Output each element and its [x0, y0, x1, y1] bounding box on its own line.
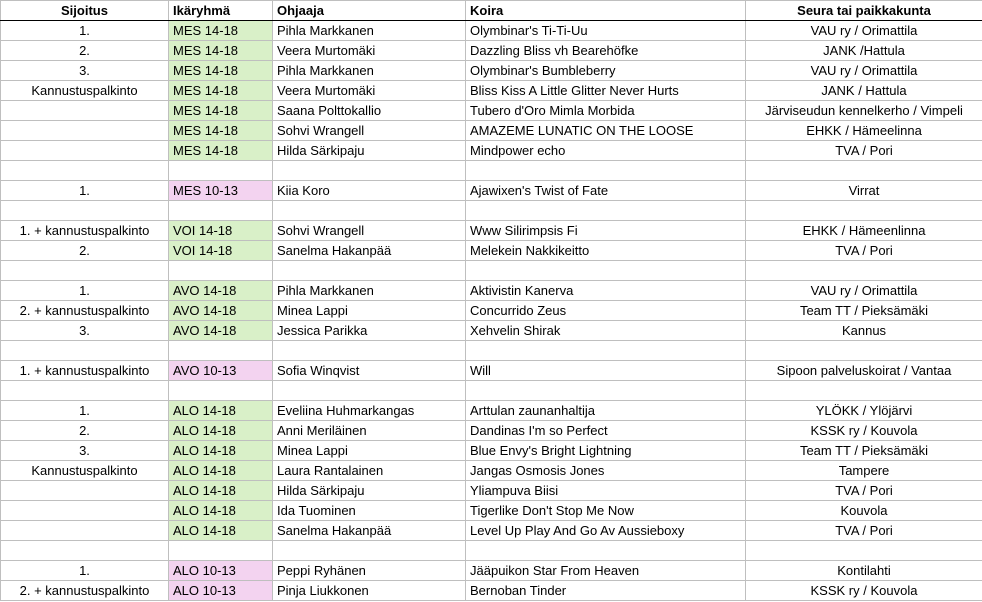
cell-ikaryhma[interactable]: MES 14-18 [169, 81, 273, 101]
cell-seura[interactable]: Järviseudun kennelkerho / Vimpeli [746, 101, 982, 121]
cell-koira[interactable]: Xehvelin Shirak [466, 321, 746, 341]
cell-seura[interactable]: VAU ry / Orimattila [746, 281, 982, 301]
table-row [1, 61, 982, 81]
cell-ohjaaja[interactable]: Sanelma Hakanpää [273, 241, 466, 261]
cell-sijoitus[interactable]: 1. + kannustuspalkinto [1, 221, 169, 241]
cell-sijoitus[interactable] [1, 521, 169, 541]
cell-sijoitus[interactable]: 2. [1, 41, 169, 61]
header-seura[interactable]: Seura tai paikkakunta [746, 1, 982, 21]
cell-koira[interactable] [466, 201, 746, 221]
cell-koira[interactable]: Will [466, 361, 746, 381]
table-row [1, 321, 982, 341]
cell-ikaryhma[interactable]: MES 14-18 [169, 121, 273, 141]
cell-ohjaaja[interactable]: Sohvi Wrangell [273, 121, 466, 141]
cell-sijoitus[interactable]: 3. [1, 441, 169, 461]
cell-seura[interactable]: YLÖKK / Ylöjärvi [746, 401, 982, 421]
cell-koira[interactable]: Mindpower echo [466, 141, 746, 161]
table-row [1, 21, 982, 41]
cell-koira[interactable]: Yliampuva Biisi [466, 481, 746, 501]
cell-ohjaaja[interactable]: Hilda Särkipaju [273, 481, 466, 501]
cell-ikaryhma[interactable] [169, 341, 273, 361]
cell-ohjaaja[interactable] [273, 341, 466, 361]
cell-ikaryhma[interactable]: ALO 14-18 [169, 461, 273, 481]
cell-koira[interactable]: Jangas Osmosis Jones [466, 461, 746, 481]
cell-ikaryhma[interactable]: ALO 14-18 [169, 441, 273, 461]
table-row [1, 121, 982, 141]
cell-seura[interactable]: VAU ry / Orimattila [746, 21, 982, 41]
cell-seura[interactable]: Kannus [746, 321, 982, 341]
cell-koira[interactable]: Dazzling Bliss vh Bearehöfke [466, 41, 746, 61]
cell-koira[interactable]: Melekein Nakkikeitto [466, 241, 746, 261]
cell-koira[interactable]: Jääpuikon Star From Heaven [466, 561, 746, 581]
cell-sijoitus[interactable]: 1. + kannustuspalkinto [1, 361, 169, 381]
cell-ikaryhma[interactable]: MES 10-13 [169, 181, 273, 201]
cell-ikaryhma[interactable]: ALO 14-18 [169, 401, 273, 421]
cell-seura[interactable] [746, 541, 982, 561]
cell-ohjaaja[interactable]: Jessica Parikka [273, 321, 466, 341]
cell-sijoitus[interactable]: 2. [1, 241, 169, 261]
cell-ikaryhma[interactable]: MES 14-18 [169, 141, 273, 161]
cell-ohjaaja[interactable]: Veera Murtomäki [273, 41, 466, 61]
cell-ohjaaja[interactable]: Kiia Koro [273, 181, 466, 201]
cell-seura[interactable]: KSSK ry / Kouvola [746, 581, 982, 601]
cell-koira[interactable]: Olymbinar's Ti-Ti-Uu [466, 21, 746, 41]
table-row [1, 261, 982, 281]
table-row [1, 141, 982, 161]
cell-seura[interactable]: Tampere [746, 461, 982, 481]
table-row [1, 361, 982, 381]
cell-koira[interactable]: Bliss Kiss A Little Glitter Never Hurts [466, 81, 746, 101]
table-row [1, 561, 982, 581]
cell-ohjaaja[interactable] [273, 541, 466, 561]
cell-koira[interactable]: Aktivistin Kanerva [466, 281, 746, 301]
cell-koira[interactable]: Level Up Play And Go Av Aussieboxy [466, 521, 746, 541]
cell-koira[interactable]: Dandinas I'm so Perfect [466, 421, 746, 441]
cell-ohjaaja[interactable]: Saana Polttokallio [273, 101, 466, 121]
cell-ohjaaja[interactable]: Sofia Winqvist [273, 361, 466, 381]
cell-sijoitus[interactable] [1, 381, 169, 401]
cell-sijoitus[interactable]: 1. [1, 401, 169, 421]
header-ikaryhma[interactable]: Ikäryhmä [169, 1, 273, 21]
table-row [1, 421, 982, 441]
cell-ohjaaja[interactable]: Pihla Markkanen [273, 21, 466, 41]
cell-ikaryhma[interactable]: ALO 14-18 [169, 481, 273, 501]
cell-ikaryhma[interactable]: AVO 10-13 [169, 361, 273, 381]
cell-sijoitus[interactable] [1, 481, 169, 501]
header-ohjaaja[interactable]: Ohjaaja [273, 1, 466, 21]
cell-seura[interactable]: Kouvola [746, 501, 982, 521]
cell-ikaryhma[interactable]: VOI 14-18 [169, 241, 273, 261]
cell-ohjaaja[interactable]: Hilda Särkipaju [273, 141, 466, 161]
table-row [1, 541, 982, 561]
cell-seura[interactable]: Team TT / Pieksämäki [746, 301, 982, 321]
cell-sijoitus[interactable] [1, 501, 169, 521]
cell-ikaryhma[interactable]: ALO 10-13 [169, 581, 273, 601]
cell-ikaryhma[interactable]: MES 14-18 [169, 21, 273, 41]
table-row [1, 241, 982, 261]
cell-koira[interactable] [466, 541, 746, 561]
cell-sijoitus[interactable]: 1. [1, 181, 169, 201]
cell-sijoitus[interactable]: 1. [1, 21, 169, 41]
cell-ohjaaja[interactable]: Sohvi Wrangell [273, 221, 466, 241]
cell-seura[interactable]: Team TT / Pieksämäki [746, 441, 982, 461]
cell-sijoitus[interactable]: 3. [1, 321, 169, 341]
table-row [1, 461, 982, 481]
cell-ohjaaja[interactable]: Laura Rantalainen [273, 461, 466, 481]
table-row [1, 161, 982, 181]
cell-seura[interactable]: JANK / Hattula [746, 81, 982, 101]
cell-sijoitus[interactable] [1, 121, 169, 141]
cell-koira[interactable] [466, 261, 746, 281]
cell-seura[interactable]: Kontilahti [746, 561, 982, 581]
cell-ikaryhma[interactable] [169, 161, 273, 181]
cell-ohjaaja[interactable]: Pihla Markkanen [273, 281, 466, 301]
cell-sijoitus[interactable] [1, 101, 169, 121]
cell-seura[interactable]: TVA / Pori [746, 141, 982, 161]
cell-koira[interactable]: Www Silirimpsis Fi [466, 221, 746, 241]
cell-koira[interactable] [466, 341, 746, 361]
table-row [1, 221, 982, 241]
table-row [1, 481, 982, 501]
cell-ikaryhma[interactable] [169, 541, 273, 561]
cell-ikaryhma[interactable]: AVO 14-18 [169, 321, 273, 341]
cell-ikaryhma[interactable] [169, 261, 273, 281]
table-row [1, 101, 982, 121]
cell-sijoitus[interactable]: Kannustuspalkinto [1, 81, 169, 101]
cell-seura[interactable]: TVA / Pori [746, 241, 982, 261]
cell-koira[interactable]: Ajawixen's Twist of Fate [466, 181, 746, 201]
cell-koira[interactable]: Concurrido Zeus [466, 301, 746, 321]
table-row [1, 181, 982, 201]
cell-ikaryhma[interactable]: ALO 14-18 [169, 501, 273, 521]
cell-seura[interactable]: TVA / Pori [746, 481, 982, 501]
cell-koira[interactable]: Olymbinar's Bumbleberry [466, 61, 746, 81]
cell-ohjaaja[interactable]: Veera Murtomäki [273, 81, 466, 101]
cell-ikaryhma[interactable]: AVO 14-18 [169, 301, 273, 321]
cell-ikaryhma[interactable]: MES 14-18 [169, 101, 273, 121]
cell-seura[interactable]: Sipoon palveluskoirat / Vantaa [746, 361, 982, 381]
cell-ohjaaja[interactable] [273, 381, 466, 401]
table-row [1, 441, 982, 461]
cell-ohjaaja[interactable]: Peppi Ryhänen [273, 561, 466, 581]
cell-ikaryhma[interactable]: AVO 14-18 [169, 281, 273, 301]
table-row [1, 581, 982, 601]
cell-seura[interactable]: EHKK / Hämeelinna [746, 121, 982, 141]
cell-seura[interactable]: KSSK ry / Kouvola [746, 421, 982, 441]
cell-koira[interactable]: Blue Envy's Bright Lightning [466, 441, 746, 461]
cell-sijoitus[interactable] [1, 201, 169, 221]
cell-ohjaaja[interactable]: Eveliina Huhmarkangas [273, 401, 466, 421]
cell-sijoitus[interactable] [1, 161, 169, 181]
cell-ohjaaja[interactable]: Minea Lappi [273, 441, 466, 461]
cell-sijoitus[interactable]: 2. + kannustuspalkinto [1, 301, 169, 321]
cell-seura[interactable]: EHKK / Hämeenlinna [746, 221, 982, 241]
cell-ikaryhma[interactable]: VOI 14-18 [169, 221, 273, 241]
table-row [1, 501, 982, 521]
cell-sijoitus[interactable] [1, 341, 169, 361]
table-row [1, 381, 982, 401]
cell-ikaryhma[interactable]: ALO 14-18 [169, 421, 273, 441]
cell-sijoitus[interactable]: 2. [1, 421, 169, 441]
cell-ohjaaja[interactable]: Minea Lappi [273, 301, 466, 321]
table-row [1, 301, 982, 321]
cell-sijoitus[interactable]: 1. [1, 561, 169, 581]
cell-sijoitus[interactable] [1, 541, 169, 561]
cell-koira[interactable]: Tigerlike Don't Stop Me Now [466, 501, 746, 521]
cell-ohjaaja[interactable]: Ida Tuominen [273, 501, 466, 521]
cell-ohjaaja[interactable]: Pinja Liukkonen [273, 581, 466, 601]
table-row [1, 201, 982, 221]
cell-ohjaaja[interactable] [273, 261, 466, 281]
header-row [1, 1, 982, 21]
table-row [1, 341, 982, 361]
cell-koira[interactable]: Arttulan zaunanhaltija [466, 401, 746, 421]
cell-sijoitus[interactable] [1, 141, 169, 161]
cell-koira[interactable] [466, 381, 746, 401]
header-sijoitus[interactable]: Sijoitus [1, 1, 169, 21]
table-row [1, 81, 982, 101]
cell-ikaryhma[interactable]: ALO 14-18 [169, 521, 273, 541]
cell-ohjaaja[interactable]: Sanelma Hakanpää [273, 521, 466, 541]
cell-ikaryhma[interactable]: ALO 10-13 [169, 561, 273, 581]
cell-ohjaaja[interactable]: Anni Meriläinen [273, 421, 466, 441]
cell-seura[interactable] [746, 341, 982, 361]
cell-sijoitus[interactable]: Kannustuspalkinto [1, 461, 169, 481]
cell-seura[interactable] [746, 261, 982, 281]
cell-sijoitus[interactable]: 2. + kannustuspalkinto [1, 581, 169, 601]
cell-koira[interactable] [466, 161, 746, 181]
cell-sijoitus[interactable]: 3. [1, 61, 169, 81]
cell-koira[interactable]: AMAZEME LUNATIC ON THE LOOSE [466, 121, 746, 141]
cell-ohjaaja[interactable] [273, 161, 466, 181]
cell-koira[interactable]: Tubero d'Oro Mimla Morbida [466, 101, 746, 121]
cell-ohjaaja[interactable] [273, 201, 466, 221]
cell-seura[interactable]: JANK /Hattula [746, 41, 982, 61]
table-row [1, 281, 982, 301]
cell-sijoitus[interactable] [1, 261, 169, 281]
cell-ohjaaja[interactable]: Pihla Markkanen [273, 61, 466, 81]
cell-sijoitus[interactable]: 1. [1, 281, 169, 301]
cell-seura[interactable]: TVA / Pori [746, 521, 982, 541]
cell-ikaryhma[interactable] [169, 381, 273, 401]
cell-seura[interactable]: Virrat [746, 181, 982, 201]
cell-ikaryhma[interactable] [169, 201, 273, 221]
cell-ikaryhma[interactable]: MES 14-18 [169, 41, 273, 61]
cell-seura[interactable] [746, 201, 982, 221]
table-row [1, 401, 982, 421]
cell-seura[interactable]: VAU ry / Orimattila [746, 61, 982, 81]
cell-ikaryhma[interactable]: MES 14-18 [169, 61, 273, 81]
cell-seura[interactable] [746, 381, 982, 401]
header-koira[interactable]: Koira [466, 1, 746, 21]
cell-koira[interactable]: Bernoban Tinder [466, 581, 746, 601]
table-row [1, 41, 982, 61]
cell-seura[interactable] [746, 161, 982, 181]
table-row [1, 521, 982, 541]
